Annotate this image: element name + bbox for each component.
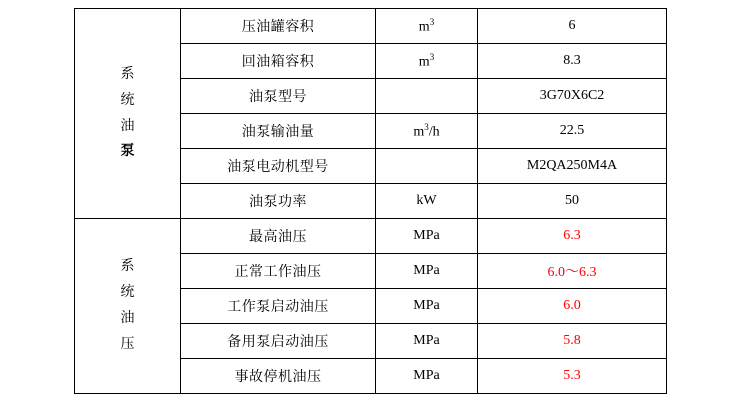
parameter-unit-cell — [376, 219, 478, 254]
parameter-name-cell: 正常工作油压 — [181, 254, 376, 289]
unit-base: MPa — [413, 333, 440, 348]
unit-exponent: 3 — [424, 121, 429, 132]
group-label-char: 油 — [120, 311, 135, 326]
table-row — [75, 219, 667, 254]
parameter-value-cell: 6.0～6.3 — [478, 254, 667, 289]
group-label-vertical — [75, 254, 180, 358]
parameter-unit-cell — [376, 114, 478, 149]
parameter-unit-cell — [376, 79, 478, 114]
unit-base: MPa — [413, 228, 440, 243]
group-label-char: 系 — [120, 66, 135, 82]
group-label-char: 统 — [120, 92, 135, 108]
parameter-value-cell: 3G70X6C2 — [478, 79, 667, 114]
parameter-unit-cell — [376, 289, 478, 324]
parameter-value-cell: 6.3 — [478, 219, 667, 254]
parameter-name-cell: 工作泵启动油压 — [181, 289, 376, 324]
parameter-value-cell: 6 — [478, 9, 667, 44]
unit-base: MPa — [413, 368, 440, 383]
unit-exponent: 3 — [429, 51, 435, 62]
parameter-name-cell: 油泵功率 — [181, 184, 376, 219]
parameter-value-cell: 6.0 — [478, 289, 667, 324]
group-label-char: 压 — [120, 336, 135, 352]
parameter-name-cell: 油泵输油量 — [181, 114, 376, 149]
unit-base: kW — [416, 193, 437, 208]
unit-base: m — [418, 19, 430, 35]
group-label-char: 泵 — [120, 144, 135, 160]
parameter-name-cell: 油泵电动机型号 — [181, 149, 376, 184]
parameter-value-cell: 8.3 — [478, 44, 667, 79]
table-row — [75, 9, 667, 44]
parameter-value-cell: 22.5 — [478, 114, 667, 149]
parameter-value-cell: 5.3 — [478, 359, 667, 394]
parameter-unit-cell — [376, 9, 478, 44]
group-label-cell — [75, 9, 181, 219]
parameter-name-cell: 事故停机油压 — [181, 359, 376, 394]
unit-suffix: /h — [428, 124, 440, 140]
group-label-char: 系 — [120, 259, 135, 275]
parameter-unit-cell — [376, 149, 478, 184]
group-label-cell — [75, 219, 181, 394]
group-label-vertical — [75, 62, 180, 166]
unit-base: MPa — [413, 298, 440, 313]
parameter-unit-cell — [376, 324, 478, 359]
parameter-name-cell: 最高油压 — [181, 219, 376, 254]
parameter-unit-cell — [376, 254, 478, 289]
unit-base: MPa — [413, 263, 440, 278]
parameter-unit-cell — [376, 44, 478, 79]
parameter-value-cell: M2QA250M4A — [478, 149, 667, 184]
group-label-char: 油 — [120, 118, 135, 134]
unit-base: m — [413, 124, 425, 140]
spec-table-body — [75, 9, 667, 394]
parameter-name-cell: 压油罐容积 — [181, 9, 376, 44]
parameter-name-cell: 油泵型号 — [181, 79, 376, 114]
unit-exponent: 3 — [429, 16, 435, 27]
hydraulic-system-spec-table — [74, 8, 667, 394]
parameter-unit-cell — [376, 184, 478, 219]
parameter-unit-cell — [376, 359, 478, 394]
parameter-value-cell: 50 — [478, 184, 667, 219]
unit-base: m — [418, 54, 430, 70]
parameter-name-cell: 回油箱容积 — [181, 44, 376, 79]
parameter-name-cell: 备用泵启动油压 — [181, 324, 376, 359]
group-label-char: 统 — [120, 285, 135, 301]
parameter-value-cell: 5.8 — [478, 324, 667, 359]
